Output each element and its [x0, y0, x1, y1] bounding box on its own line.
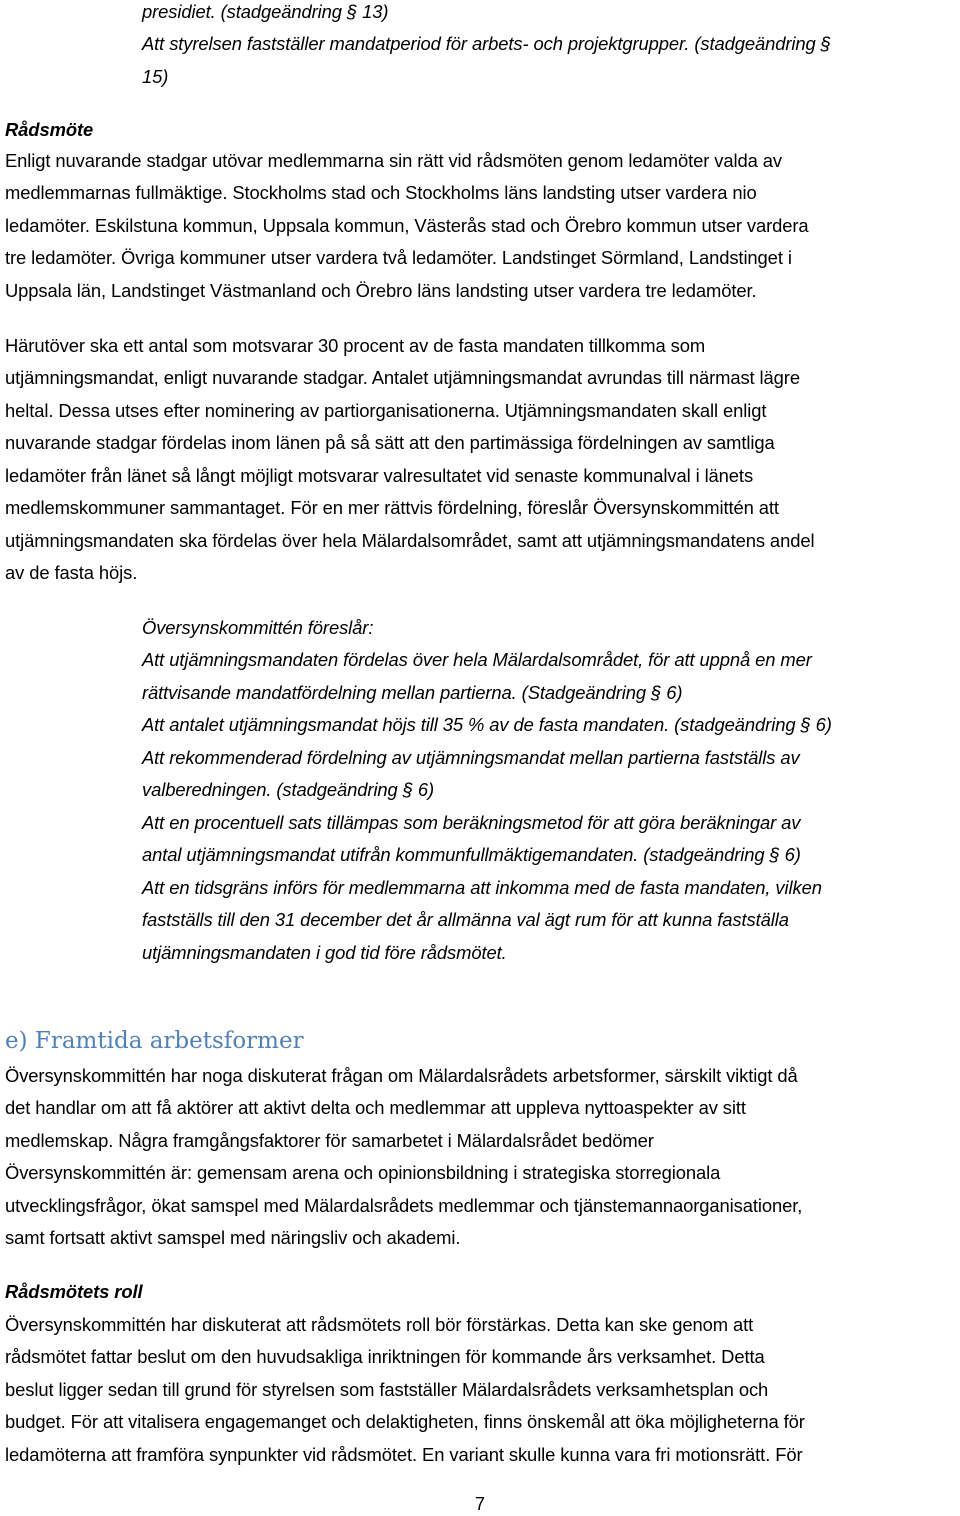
paragraph-line: utvecklingsfrågor, ökat samspel med Mälardalsrådets medlemmar och tjänstemannaorganisationer,: [5, 1195, 803, 1216]
paragraph-line: av de fasta höjs.: [5, 562, 138, 583]
intro-line: Att styrelsen fastställer mandatperiod för arbets- och projektgrupper. (stadgeändring §: [142, 33, 831, 54]
proposal-line: Att en tidsgräns införs för medlemmarna att inkomma med de fasta mandaten, vilken: [142, 877, 822, 898]
paragraph-line: heltal. Dessa utses efter nominering av partiorganisationerna. Utjämningsmandaten skall enligt: [5, 400, 767, 421]
proposal-line: utjämningsmandaten i god tid före rådsmötet.: [142, 942, 507, 963]
section-heading-framtida-arbetsformer: e) Framtida arbetsformer: [5, 1028, 304, 1054]
paragraph-line: Översynskommittén har noga diskuterat frågan om Mälardalsrådets arbetsformer, särskilt viktigt då: [5, 1065, 798, 1086]
paragraph-line: medlemskommuner sammantaget. För en mer rättvis fördelning, föreslår Översynskommittén att: [5, 497, 779, 518]
intro-line: presidiet. (stadgeändring § 13): [142, 1, 389, 22]
paragraph-line: Översynskommittén har diskuterat att rådsmötets roll bör förstärkas. Detta kan ske genom att: [5, 1314, 754, 1335]
paragraph-line: Uppsala län, Landstinget Västmanland och Örebro läns landsting utser vardera tre ledamöter.: [5, 280, 757, 301]
paragraph-line: utjämningsmandaten ska fördelas över hela Mälardalsområdet, samt att utjämningsmandatens andel: [5, 530, 815, 551]
paragraph-line: utjämningsmandat, enligt nuvarande stadgar. Antalet utjämningsmandat avrundas till närmast lägre: [5, 367, 800, 388]
paragraph-line: ledamöter. Eskilstuna kommun, Uppsala kommun, Västerås stad och Örebro kommun utser vardera: [5, 215, 809, 236]
proposal-line: antal utjämningsmandat utifrån kommunfullmäktigemandaten. (stadgeändring § 6): [142, 844, 801, 865]
paragraph-line: rådsmötet fattar beslut om den huvudsakliga inriktningen för kommande års verksamhet. Detta: [5, 1346, 765, 1367]
proposal-line: fastställs till den 31 december det år allmänna val ägt rum för att kunna fastställa: [142, 909, 789, 930]
paragraph-line: samt fortsatt aktivt samspel med näringsliv och akademi.: [5, 1227, 461, 1248]
paragraph-line: nuvarande stadgar fördelas inom länen på så sätt att den partimässiga fördelningen av samtliga: [5, 432, 775, 453]
proposal-line: Att utjämningsmandaten fördelas över hela Mälardalsområdet, för att uppnå en mer: [142, 649, 812, 670]
paragraph-line: medlemmarnas fullmäktige. Stockholms stad och Stockholms läns landsting utser vardera nio: [5, 182, 757, 203]
proposal-line: Att rekommenderad fördelning av utjämningsmandat mellan partierna fastställs av: [142, 747, 800, 768]
paragraph-line: medlemskap. Några framgångsfaktorer för samarbetet i Mälardalsrådet bedömer: [5, 1130, 654, 1151]
paragraph-line: budget. För att vitalisera engagemanget och delaktigheten, finns önskemål att öka möjligheterna för: [5, 1411, 805, 1432]
paragraph-line: Översynskommittén är: gemensam arena och opinionsbildning i strategiska storregionala: [5, 1162, 721, 1183]
proposal-title: Översynskommittén föreslår:: [142, 617, 374, 638]
paragraph-line: Enligt nuvarande stadgar utövar medlemmarna sin rätt vid rådsmöten genom ledamöter valda av: [5, 150, 783, 171]
paragraph-line: Härutöver ska ett antal som motsvarar 30 procent av de fasta mandaten tillkomma som: [5, 335, 706, 356]
section-heading-radsmote: Rådsmöte: [5, 119, 94, 140]
paragraph-line: ledamöter från länet så långt möjligt motsvarar valresultatet vid senaste kommunalval i länets: [5, 465, 754, 486]
paragraph-line: beslut ligger sedan till grund för styrelsen som fastställer Mälardalsrådets verksamhetsplan och: [5, 1379, 769, 1400]
page-number: 7: [474, 1494, 485, 1514]
proposal-line: rättvisande mandatfördelning mellan partierna. (Stadgeändring § 6): [142, 682, 683, 703]
section-heading-radsmotets-roll: Rådsmötets roll: [5, 1281, 143, 1302]
proposal-line: Att en procentuell sats tillämpas som beräkningsmetod för att göra beräkningar av: [142, 812, 801, 833]
paragraph-line: ledamöterna att framföra synpunkter vid rådsmötet. En variant skulle kunna vara fri motionsrätt. För: [5, 1444, 803, 1465]
proposal-line: Att antalet utjämningsmandat höjs till 35 % av de fasta mandaten. (stadgeändring § 6): [142, 714, 832, 735]
intro-line: 15): [142, 66, 169, 87]
proposal-line: valberedningen. (stadgeändring § 6): [142, 779, 434, 800]
paragraph-line: det handlar om att få aktörer att aktivt delta och medlemmar att uppleva nyttoaspekter av sitt: [5, 1097, 746, 1118]
paragraph-line: tre ledamöter. Övriga kommuner utser vardera två ledamöter. Landstinget Sörmland, Landstinget i: [5, 247, 792, 268]
